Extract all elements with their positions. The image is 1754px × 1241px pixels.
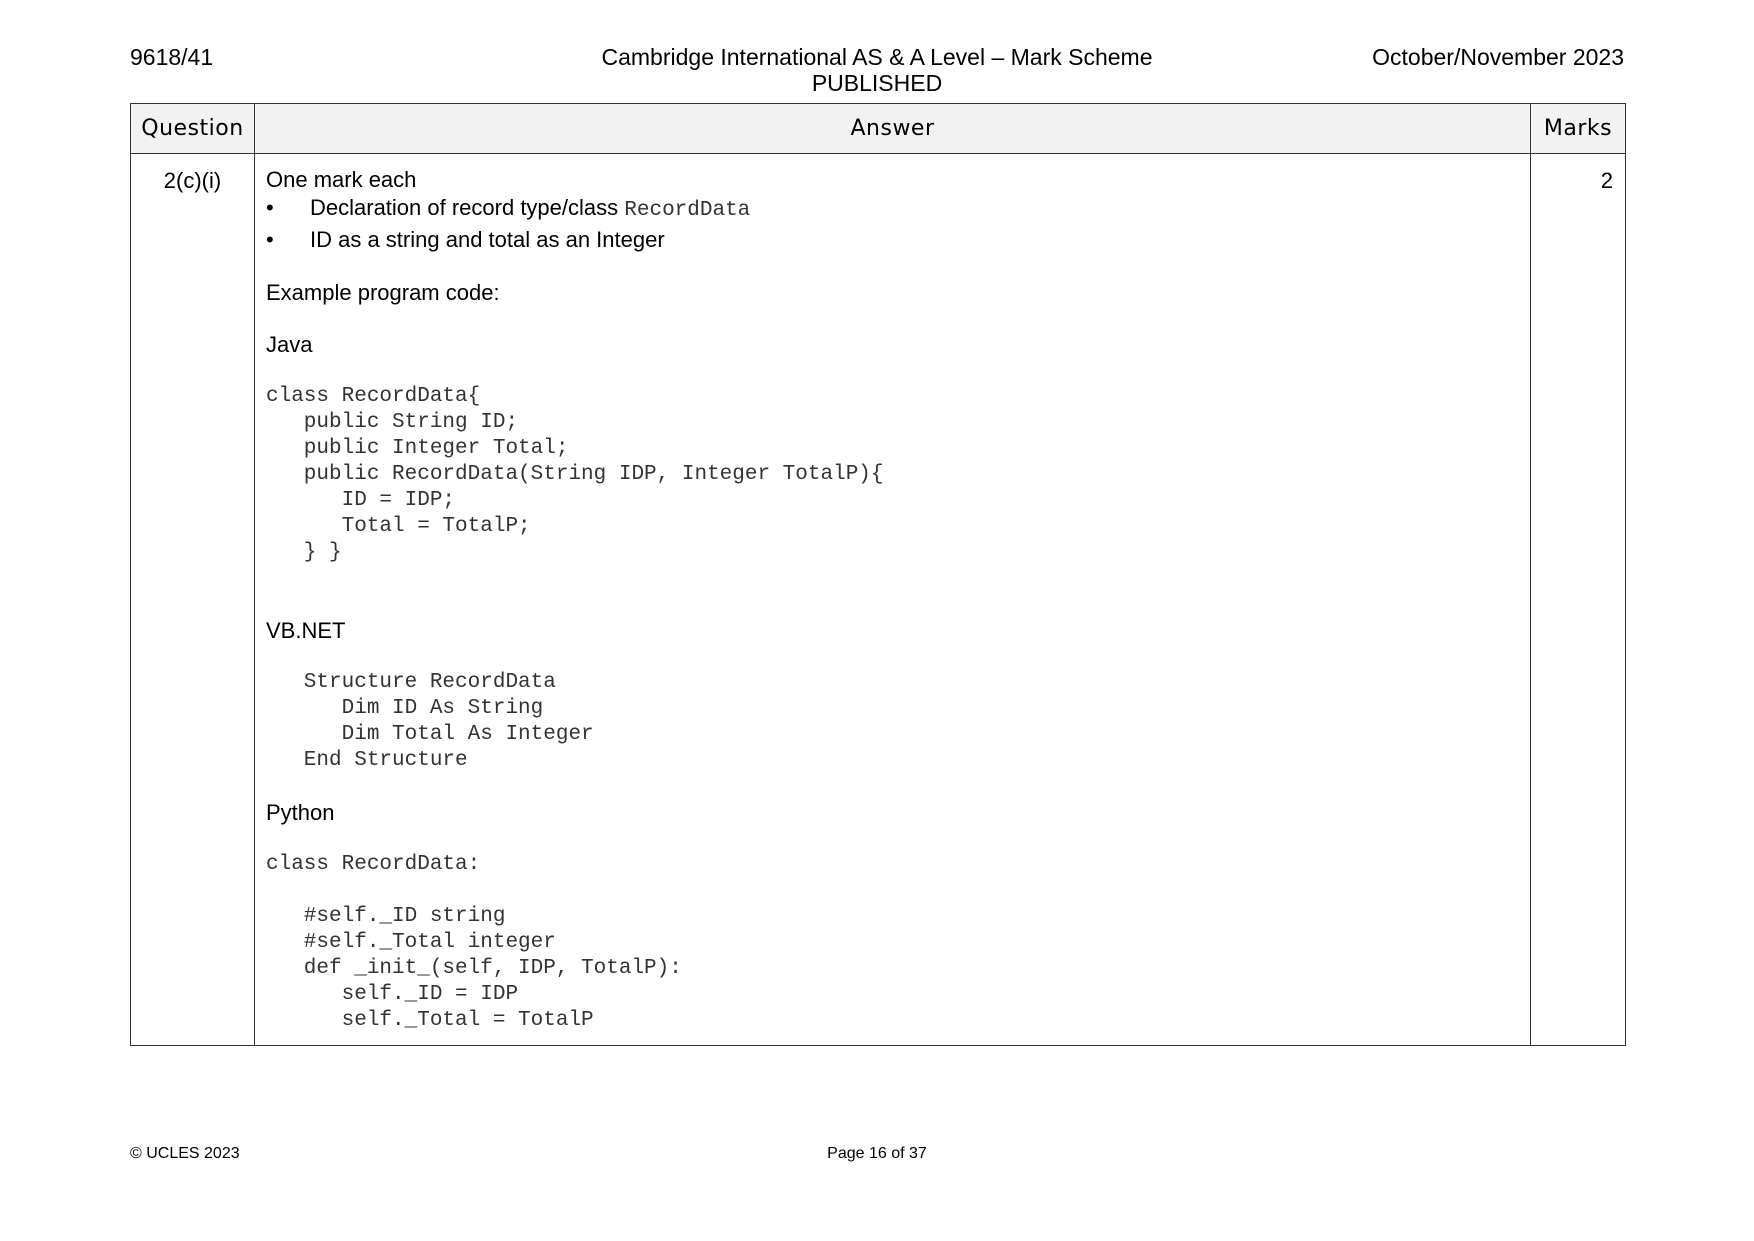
- marks-value: 2: [1531, 154, 1626, 1046]
- bullet-icon: •: [266, 195, 274, 220]
- copyright-notice: © UCLES 2023: [130, 1145, 240, 1162]
- marking-point: [266, 193, 1520, 225]
- table-header-row: [131, 104, 1626, 154]
- python-code-block: #self._ID string #self._Total integer def _init_(self, IDP, TotalP): self._ID = IDP self._Total = TotalP: [303, 905, 682, 1032]
- paper-code: 9618/41: [130, 44, 214, 70]
- mark-scheme-table: [130, 103, 1626, 1046]
- vbnet-label: VB.NET: [266, 618, 346, 643]
- question-number: 2(c)(i): [131, 154, 255, 1046]
- table-row: [131, 154, 1626, 1046]
- exam-session: October/November 2023: [1372, 44, 1624, 70]
- marking-point-text: Declaration of record type/class: [310, 195, 625, 220]
- marks-header: Marks: [1531, 104, 1626, 154]
- page-number: Page 16 of 37: [827, 1145, 927, 1162]
- example-label: Example program code:: [266, 280, 500, 305]
- marking-intro: One mark each: [266, 167, 417, 192]
- vbnet-code-block: Structure RecordData Dim ID As String Dim Total As Integer End Structure: [303, 671, 594, 772]
- question-header: Question: [131, 104, 255, 154]
- marking-point: [266, 225, 1520, 254]
- bullet-icon: •: [266, 227, 274, 252]
- marking-point-code: RecordData: [624, 199, 751, 222]
- java-code-block: class RecordData{ public String ID; public Integer Total; public RecordData(String IDP, Integer TotalP){ ID = IDP; Total = TotalP; } }: [266, 385, 884, 564]
- answer-header: Answer: [255, 104, 1531, 154]
- java-label: Java: [266, 332, 313, 357]
- document-subtitle: PUBLISHED: [811, 70, 943, 96]
- answer-cell: [255, 154, 1531, 1046]
- marking-point-text: ID as a string and total as an Integer: [310, 227, 665, 252]
- document-title: Cambridge International AS & A Level – Mark Scheme: [601, 44, 1153, 70]
- python-label: Python: [266, 800, 335, 825]
- python-code-header: class RecordData:: [266, 853, 481, 876]
